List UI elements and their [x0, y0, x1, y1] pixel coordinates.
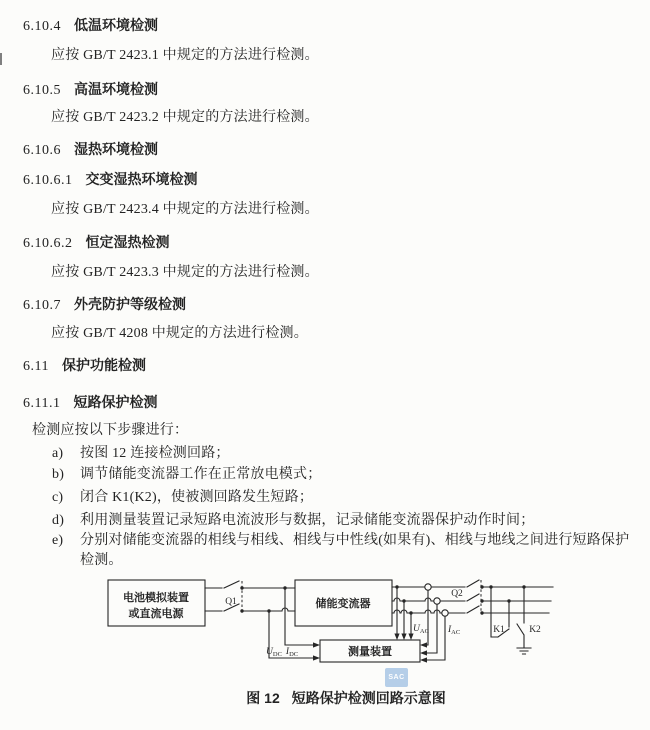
figure-caption-number: 图 12: [246, 690, 280, 706]
iac-label: $I_{AC}$: [448, 625, 461, 636]
section-title: 湿热环境检测: [74, 141, 158, 157]
section-heading: [23, 141, 158, 159]
current-transformer-icon: [425, 584, 431, 590]
list-item-label: b): [52, 467, 65, 482]
battery-box-label-line2: 或直流电源: [128, 608, 184, 620]
figure-caption-title: 短路保护检测回路示意图: [291, 690, 446, 706]
uac-label: $U_{AC}$: [413, 624, 429, 635]
section-body: 应按 GB/T 2423.4 中规定的方法进行检测。: [51, 202, 319, 217]
list-item-label: c): [52, 490, 64, 505]
section-number: 6.10.4: [23, 19, 61, 34]
section-title: 高温环境检测: [74, 81, 158, 97]
section-number: 6.11: [23, 359, 49, 374]
section-title: 交变湿热环境检测: [85, 171, 198, 187]
switch-q2-label: Q2: [451, 589, 463, 599]
list-item: [52, 490, 313, 506]
list-item-label: d): [52, 513, 65, 528]
measurement-box-label: 测量装置: [348, 646, 392, 658]
list-item: [52, 513, 534, 529]
section-heading: [23, 357, 146, 375]
list-item-continuation: 检测。: [80, 553, 123, 568]
section-title: 保护功能检测: [61, 357, 146, 373]
section-heading: [23, 394, 157, 412]
converter-box-label: 储能变流器: [315, 598, 371, 610]
section-number: 6.10.6: [23, 143, 61, 158]
section-number: 6.10.5: [23, 83, 61, 98]
list-item: [52, 446, 230, 462]
switch-k1-label: K1: [493, 625, 505, 635]
section-number: 6.10.6.2: [23, 236, 73, 251]
current-transformer-icon: [434, 598, 440, 604]
list-item-text: 分别对储能变流器的相线与相线、相线与中性线(如果有)、相线与地线之间进行短路保护: [80, 533, 630, 548]
list-item-label: e): [52, 533, 64, 548]
section-heading: [23, 296, 186, 314]
section-title: 外壳防护等级检测: [74, 296, 186, 312]
section-number: 6.10.6.1: [23, 173, 73, 188]
figure-caption: [42, 688, 650, 708]
section-body: 应按 GB/T 2423.3 中规定的方法进行检测。: [51, 265, 319, 280]
section-heading: [23, 234, 170, 252]
procedure-intro: 检测应按以下步骤进行：: [32, 423, 189, 438]
section-title: 恒定湿热检测: [85, 234, 170, 250]
list-item-text: 闭合 K1(K2)，使被测回路发生短路；: [80, 490, 314, 505]
section-heading: [23, 81, 158, 99]
section-title: 短路保护检测: [73, 394, 158, 410]
list-item-text: 调节储能变流器工作在正常放电模式；: [80, 467, 322, 482]
section-number: 6.11.1: [23, 396, 61, 411]
switch-k2-label: K2: [529, 625, 541, 635]
section-heading: [23, 171, 198, 189]
battery-box-label-line1: 电池模拟装置: [123, 592, 189, 604]
section-body: 应按 GB/T 2423.1 中规定的方法进行检测。: [51, 48, 319, 63]
list-item: [52, 533, 629, 549]
current-transformer-icon: [442, 610, 448, 616]
section-body: 应按 GB/T 2423.2 中规定的方法进行检测。: [51, 110, 319, 125]
list-item-label: a): [52, 446, 64, 461]
sac-watermark: SAC: [385, 668, 408, 687]
figure-12-circuit-diagram: [0, 570, 650, 675]
list-item-text: 按图 12 连接检测回路；: [80, 446, 230, 461]
udc-idc-label: $U_{DC}$ $I_{DC}$: [266, 647, 299, 658]
list-item: [52, 467, 321, 483]
section-heading: [23, 17, 158, 35]
list-item-text: 利用测量装置记录短路电流波形与数据，记录储能变流器保护动作时间；: [80, 513, 535, 528]
junction-dots: [240, 585, 525, 614]
switch-q1-label: Q1: [225, 597, 237, 607]
section-body: 应按 GB/T 4208 中规定的方法进行检测。: [51, 326, 308, 341]
scan-artifact: [0, 53, 2, 65]
section-title: 低温环境检测: [74, 17, 158, 33]
section-number: 6.10.7: [23, 298, 61, 313]
